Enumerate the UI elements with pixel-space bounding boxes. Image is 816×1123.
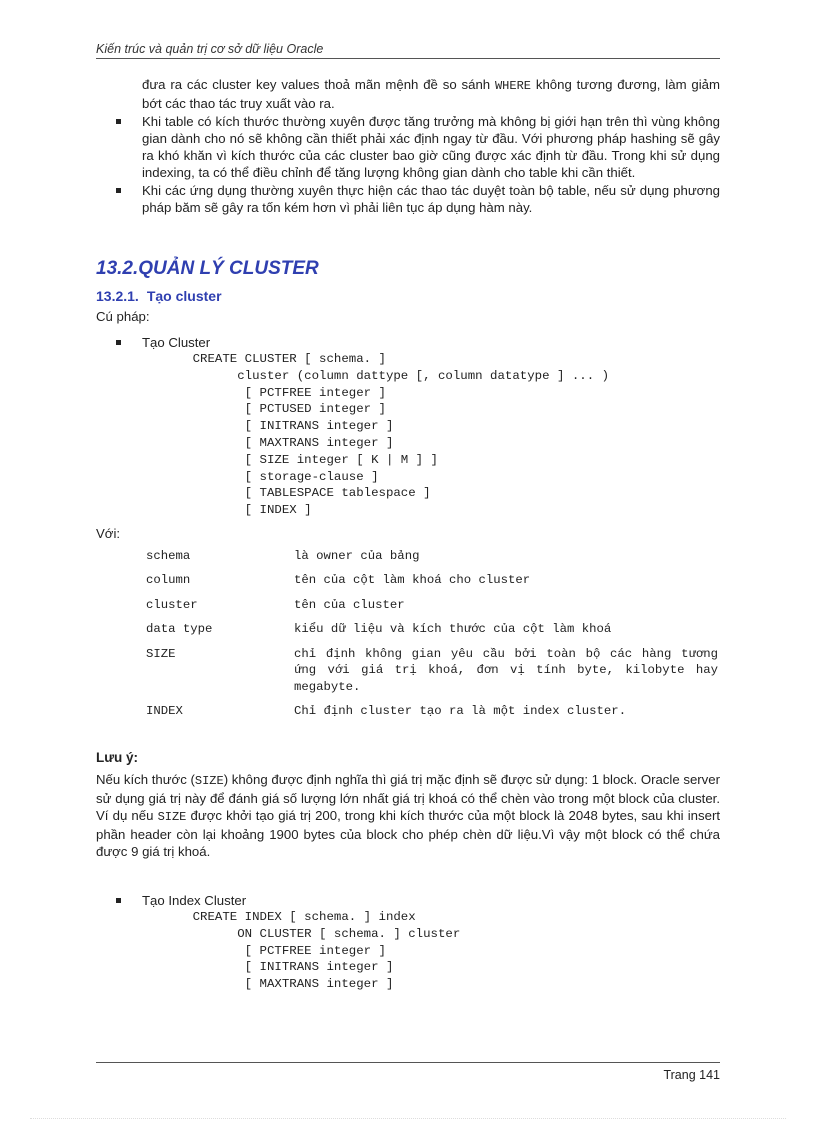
section-title: 13.2.QUẢN LÝ CLUSTER <box>96 258 319 279</box>
bullet-text: Khi các ứng dụng thường xuyên thực hiện các thao tác duyệt toàn bộ table, nếu sử dụng phương pháp băm sẽ gây ra tốn kém hơn vì phải liên tục áp dụng hàm này. <box>142 183 720 215</box>
subsection-title <box>96 288 720 304</box>
definition-term: data type <box>146 622 213 637</box>
page-edge-divider <box>30 1118 786 1119</box>
size-keyword: SIZE <box>157 809 187 824</box>
bullet-icon <box>116 898 121 903</box>
intro-text-b: không tương đương, làm giảm bớt các thao tác truy xuất vào ra. <box>142 77 720 111</box>
definition-row <box>146 548 718 573</box>
definition-row <box>146 703 718 728</box>
where-keyword: WHERE <box>494 79 531 93</box>
note-title: Lưu ý: <box>96 749 139 765</box>
definition-desc: Chỉ định cluster tạo ra là một index cluster. <box>294 704 627 719</box>
size-keyword: SIZE <box>194 773 224 788</box>
definition-row <box>146 572 718 597</box>
bullet-icon <box>116 188 121 193</box>
page-content <box>96 76 720 993</box>
note-text: ) không được định nghĩa thì giá trị mặc định sẽ được sử dụng: 1 block. Oracle server sử dụng giá trị này để đánh giá số lượng lớn nhất giá trị khoá có thể chèn vào trong một block của cluster. Ví dụ nếu <box>96 771 720 823</box>
definition-desc: là owner của bảng <box>294 548 420 563</box>
create-cluster-label: Tạo Cluster <box>142 335 211 350</box>
definition-desc: tên của cột làm khoá cho cluster <box>294 573 531 588</box>
subsection-number: 13.2.1. <box>96 288 139 304</box>
with-label: Với: <box>96 525 121 541</box>
create-index-cluster-code: CREATE INDEX [ schema. ] index ON CLUSTER [ schema. ] cluster [ PCTFREE integer ] [ INITRANS integer ] [ MAXTRANS integer ] <box>192 909 461 992</box>
note-text: Nếu kích thước ( <box>96 771 195 787</box>
definition-row <box>146 646 718 704</box>
definition-desc: kiểu dữ liệu và kích thước của cột làm khoá <box>294 622 612 637</box>
definitions-table <box>146 548 718 728</box>
bullet-create-index-cluster <box>96 892 720 909</box>
definition-term: INDEX <box>146 704 183 719</box>
create-index-cluster-label: Tạo Index Cluster <box>142 892 247 908</box>
intro-paragraph <box>96 76 720 112</box>
bullet-item <box>96 113 720 181</box>
note-paragraph <box>96 771 720 860</box>
header-title: Kiến trúc và quản trị cơ sở dữ liệu Oracle <box>96 42 324 56</box>
bullet-text: Khi table có kích thước thường xuyên được tăng trưởng mà không bị giới hạn trên thì vùng không gian dành cho nó sẽ không cần thiết phải xác định ngay từ đầu. Với phương pháp hashing sẽ gây ra khó khăn vì kích thước của các cluster bao giờ cũng được xác định từ đầu. Trong khi sử dụng indexing, ta có thể điều chỉnh để tăng lượng không gian dành cho table khi cần thiết. <box>142 114 720 180</box>
bullet-icon <box>116 119 121 124</box>
definition-term: column <box>146 573 191 588</box>
definition-row <box>146 597 718 622</box>
definition-row <box>146 621 718 646</box>
bullet-create-cluster <box>96 334 720 351</box>
definition-term: SIZE <box>146 646 176 661</box>
note-text: được khởi tạo giá trị 200, trong khi kích thước của một block là 2048 bytes, sau khi insert phần header còn lại khoảng 1900 bytes của block cho phép chèn dữ liệu.Vì vậy một block có thể chứa được 9 giá trị khoá. <box>96 807 721 859</box>
definition-term: cluster <box>146 597 198 612</box>
page-number: Trang 141 <box>663 1068 720 1082</box>
page-header <box>96 42 720 59</box>
subsection-label: Tạo cluster <box>146 288 222 304</box>
intro-text-a: đưa ra các cluster key values thoả mãn mệnh đề so sánh <box>142 77 495 92</box>
definition-desc: chỉ định không gian yêu cầu bởi toàn bộ các hàng tương ứng với giá trị khoá, đơn vị tính byte, kilobyte hay megabyte. <box>294 646 718 694</box>
syntax-label: Cú pháp: <box>96 309 150 324</box>
bullet-icon <box>116 340 121 345</box>
bullet-item <box>96 182 720 216</box>
definition-term: schema <box>146 548 191 563</box>
create-cluster-code: CREATE CLUSTER [ schema. ] cluster (column dattype [, column datatype ] ... ) [ PCTFREE integer ] [ PCTUSED integer ] [ INITRANS integer ] [ MAXTRANS integer ] [ SIZE integer [ K | M ] ] [ storage-clause ] [ TABLESPACE tablespace ] [ INDEX ] <box>192 352 610 518</box>
page-footer <box>96 1062 720 1082</box>
definition-desc: tên của cluster <box>294 597 405 612</box>
